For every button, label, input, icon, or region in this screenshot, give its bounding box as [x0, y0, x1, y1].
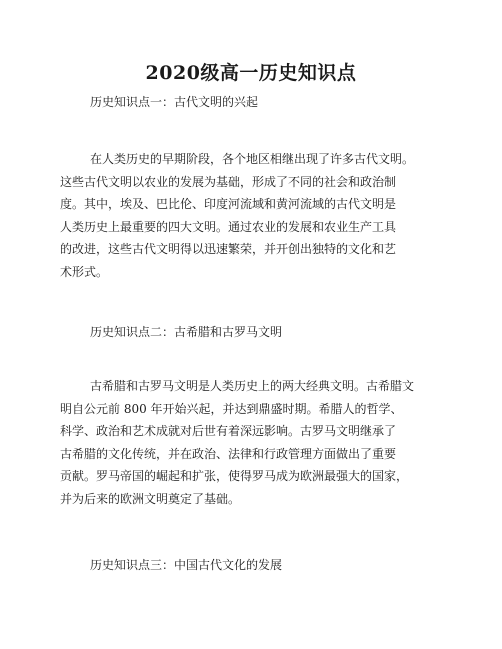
section-heading-1: 历史知识点一：古代文明的兴起 — [90, 95, 259, 109]
paragraph-line: 古希腊的文化传统，并在政治、法律和行政管理方面做出了重要 — [60, 446, 397, 461]
paragraph-line: 明自公元前 800 年开始兴起，并达到鼎盛时期。希腊人的哲学、 — [60, 401, 403, 416]
paragraph-line: 这些古代文明以农业的发展为基础，形成了不同的社会和政治制 — [60, 174, 397, 189]
paragraph-line: 贡献。罗马帝国的崛起和扩张，使得罗马成为欧洲最强大的国家， — [60, 469, 409, 483]
paragraph-line: 人类历史上最重要的四大文明。通过农业的发展和农业生产工具 — [60, 219, 397, 234]
section-paragraph-2 — [60, 375, 460, 510]
document-title: 2020级高一历史知识点 — [145, 62, 357, 84]
paragraph-line: 的改进，这些古代文明得以迅速繁荣，并开创出独特的文化和艺 — [60, 242, 397, 256]
paragraph-line: 术形式。 — [60, 264, 109, 279]
paragraph-line: 度。其中，埃及、巴比伦、印度河流域和黄河流域的古代文明是 — [60, 197, 397, 211]
paragraph-line: 并为后来的欧洲文明奠定了基础。 — [60, 491, 241, 506]
paragraph-line: 科学、政治和艺术成就对后世有着深远影响。古罗马文明继承了 — [60, 424, 397, 438]
section-paragraph-1 — [60, 148, 460, 283]
section-heading-3: 历史知识点三：中国古代文化的发展 — [90, 558, 283, 572]
section-heading-2: 历史知识点二：古希腊和古罗马文明 — [90, 325, 283, 339]
paragraph-line: 古希腊和古罗马文明是人类历史上的两大经典文明。古希腊文 — [90, 379, 415, 393]
paragraph-line: 在人类历史的早期阶段，各个地区相继出现了许多古代文明。 — [90, 152, 415, 166]
